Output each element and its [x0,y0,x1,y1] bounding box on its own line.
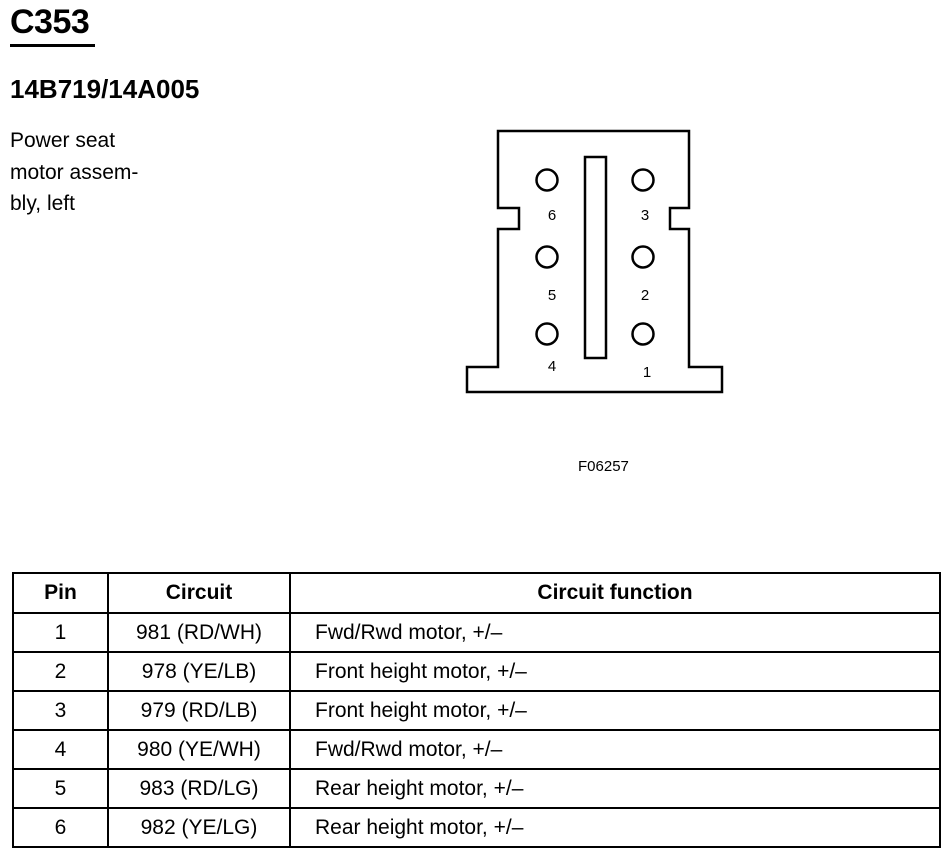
pin-label: 4 [547,358,557,375]
part-number: 14B719/14A005 [10,74,200,104]
column-header-function: Circuit function [290,573,940,613]
function-cell: Front height motor, +/– [290,691,940,730]
circuit-cell: 980 (YE/WH) [108,730,290,769]
pin-cell: 5 [13,769,108,808]
pin-label: 2 [640,287,650,304]
circuit-cell: 982 (YE/LG) [108,808,290,847]
circuit-cell: 979 (RD/LB) [108,691,290,730]
figure-id: F06257 [578,458,629,475]
function-cell: Rear height motor, +/– [290,769,940,808]
pin-cell: 1 [13,613,108,652]
table-row [13,730,940,769]
pin-label: 5 [547,287,557,304]
table-row [13,691,940,730]
function-cell: Fwd/Rwd motor, +/– [290,730,940,769]
table-row [13,808,940,847]
description-line: Power seat [10,129,116,152]
function-cell: Front height motor, +/– [290,652,940,691]
pin-label: 3 [640,207,650,224]
description-line: motor assem- [10,160,139,184]
pin-socket-6 [537,170,558,191]
pin-cell: 4 [13,730,108,769]
pin-cell: 2 [13,652,108,691]
function-cell: Fwd/Rwd motor, +/– [290,613,940,652]
pin-socket-5 [537,247,558,268]
table-row [13,613,940,652]
pinout-table [12,572,941,848]
pin-cell: 3 [13,691,108,730]
connector-housing-outline [467,131,722,392]
circuit-cell: 983 (RD/LG) [108,769,290,808]
pin-socket-1 [633,324,654,345]
pin-label: 1 [642,364,652,381]
pin-socket-4 [537,324,558,345]
pin-cell: 6 [13,808,108,847]
circuit-cell: 981 (RD/WH) [108,613,290,652]
pin-socket-3 [633,170,654,191]
pin-label: 6 [547,207,557,224]
connector-id: C353 [10,3,90,41]
center-key-slot [585,157,606,358]
circuit-cell: 978 (YE/LB) [108,652,290,691]
description-line: bly, left [10,192,75,215]
table-header-row [13,573,940,613]
pin-socket-2 [633,247,654,268]
column-header-pin: Pin [13,573,108,613]
table-row [13,769,940,808]
function-cell: Rear height motor, +/– [290,808,940,847]
column-header-circuit: Circuit [108,573,290,613]
table-row [13,652,940,691]
